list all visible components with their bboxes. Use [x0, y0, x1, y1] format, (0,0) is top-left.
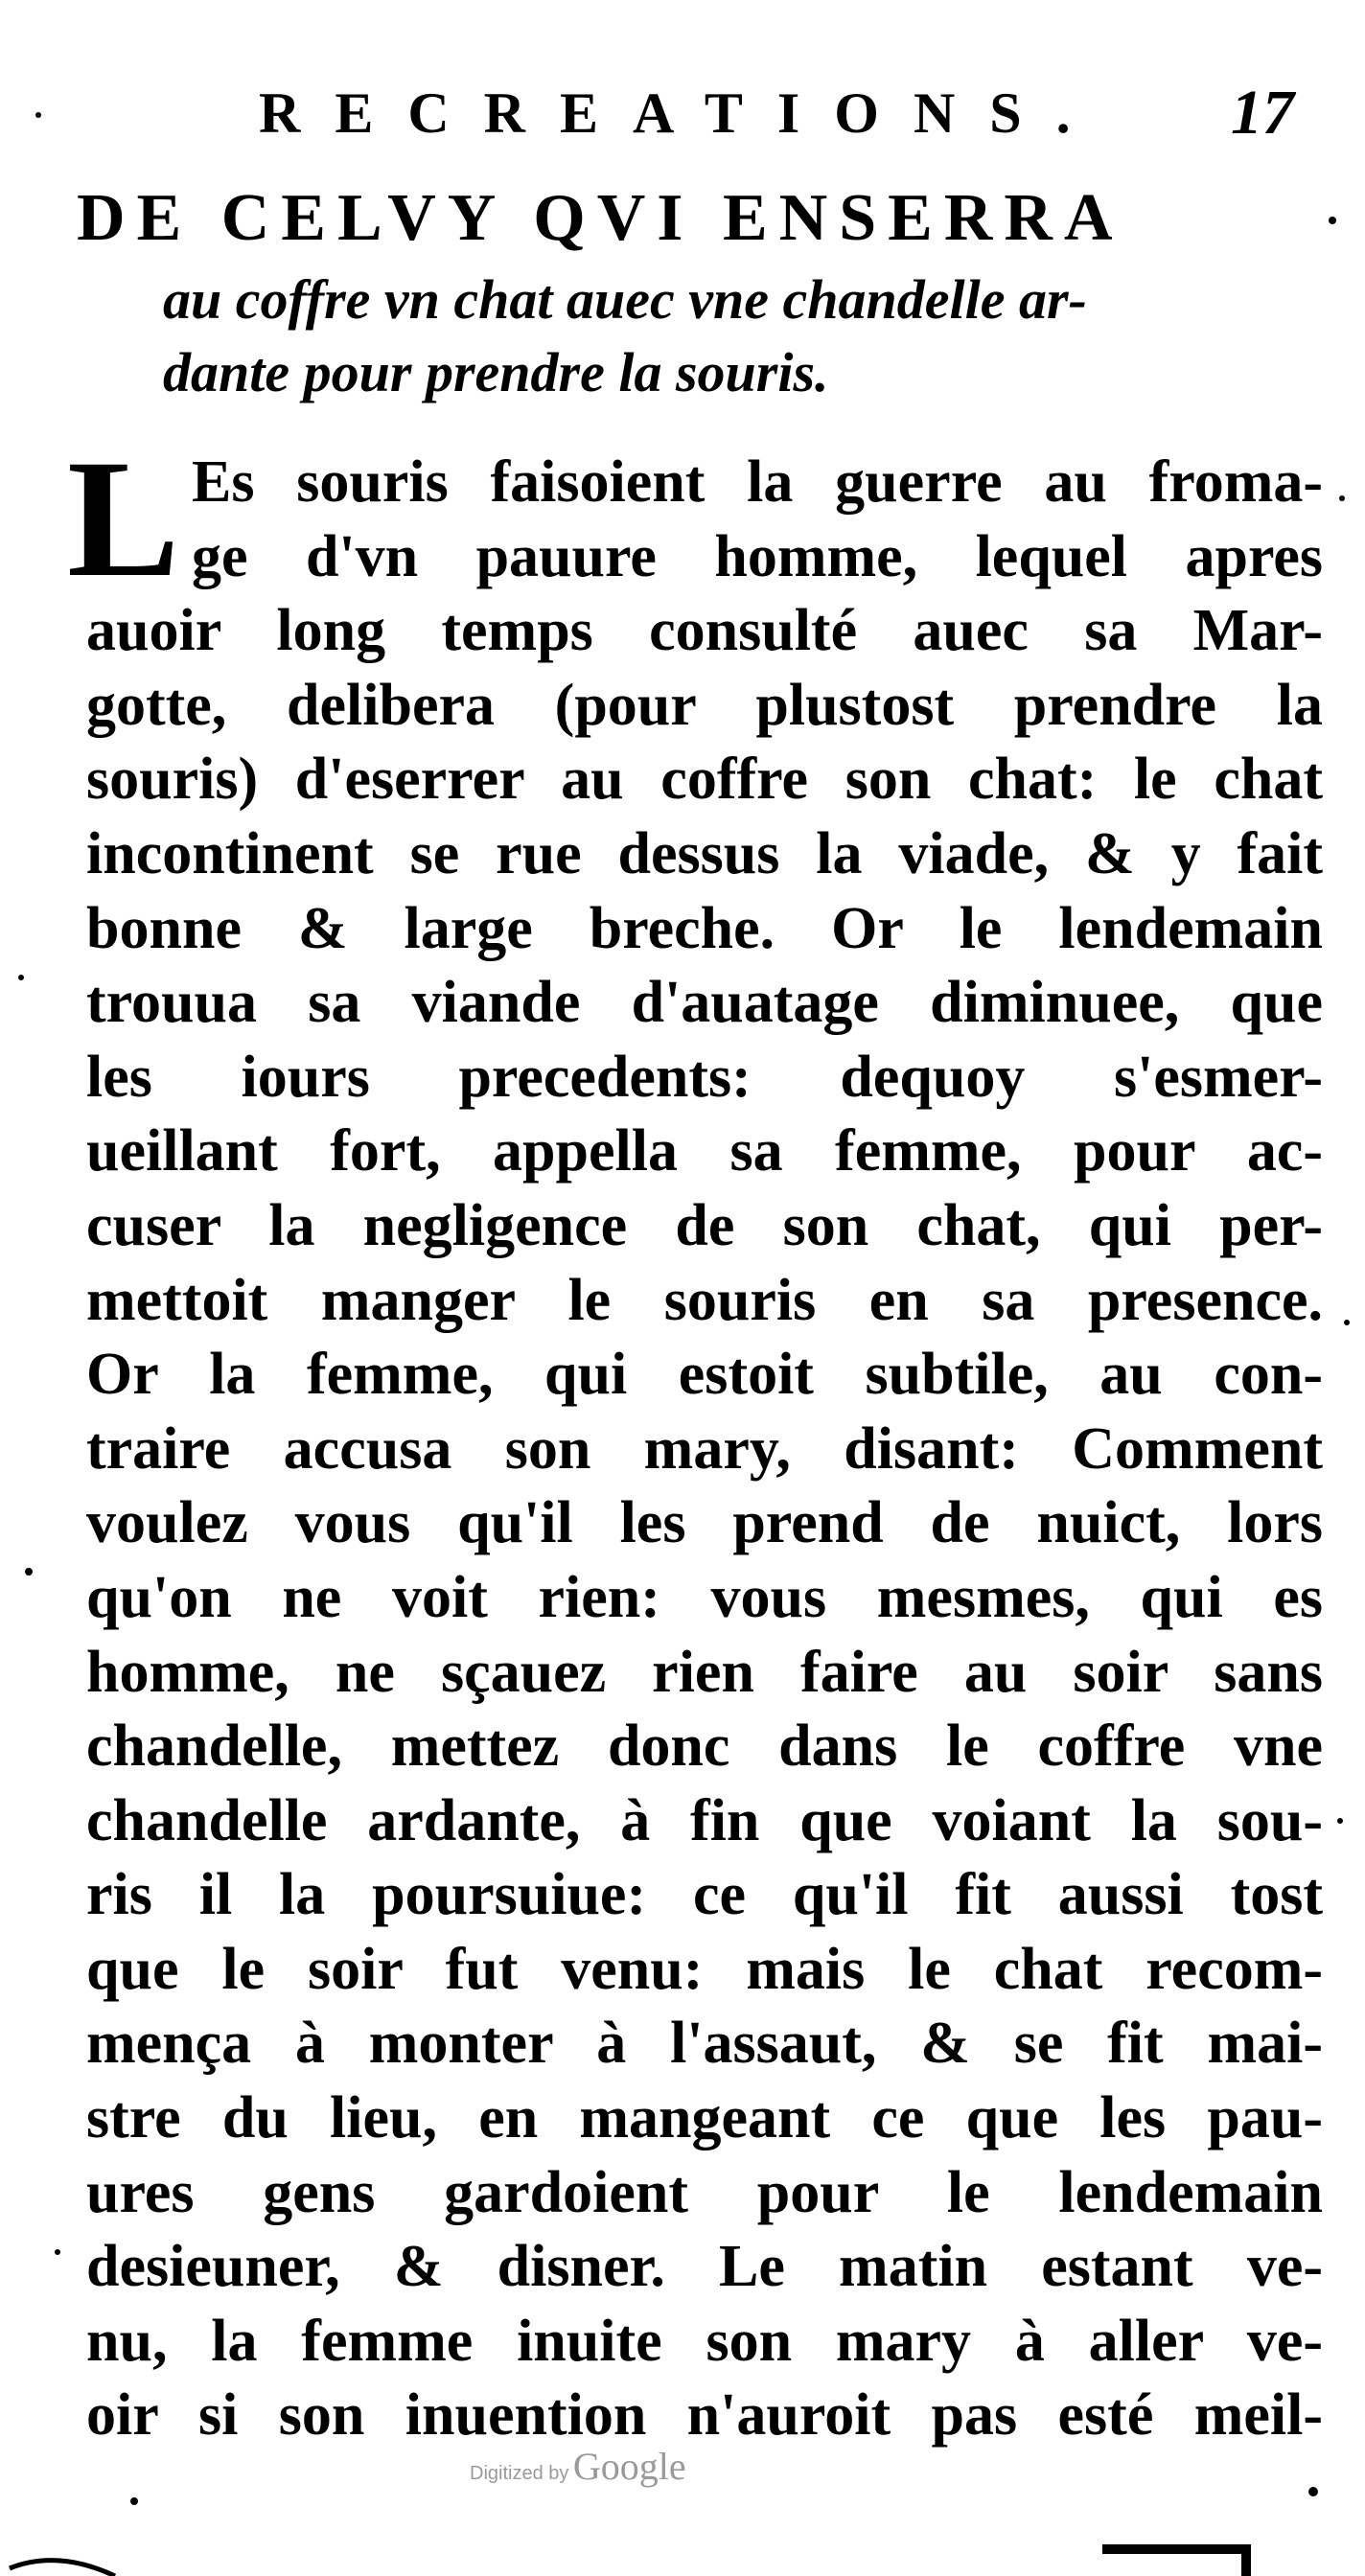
body-text	[67, 426, 1323, 2453]
chapter-title: DE CELVY QVI ENSERRA	[77, 181, 1124, 255]
text-line: mença à monter à l'assaut, & se fit mai-	[86, 2011, 1323, 2077]
digitization-watermark	[470, 2444, 686, 2489]
text-line: Es souris faisoient la guerre au froma-	[192, 449, 1323, 515]
text-line: chandelle ardante, à fin que voiant la sou-	[86, 1787, 1323, 1853]
text-line: desieuner, & disner. Le matin estant ve-	[86, 2234, 1323, 2300]
text-line: mettoit manger le souris en sa presence.	[86, 1267, 1323, 1333]
text-line: gotte, delibera (pour plustost prendre la	[86, 672, 1323, 738]
watermark-brand: Google	[572, 2445, 686, 2488]
text-line: stre du lieu, en mangeant ce que les pau-	[86, 2085, 1323, 2151]
text-line: souris) d'eserrer au coffre son chat: le chat	[86, 747, 1323, 813]
text-line: Or la femme, qui estoit subtile, au con-	[86, 1342, 1323, 1408]
text-line: homme, ne sçauez rien faire au soir sans	[86, 1639, 1323, 1705]
text-line: les iours precedents: dequoy s'esmer-	[86, 1044, 1323, 1110]
text-line: incontinent se rue dessus la viade, & y fait	[86, 820, 1323, 886]
page-number: 17	[1231, 78, 1294, 148]
watermark-prefix: Digitized by	[470, 2463, 569, 2484]
text-line: qu'on ne voit rien: vous mesmes, qui es	[86, 1564, 1323, 1630]
text-line: oir si son inuention n'auroit pas esté meil-	[86, 2382, 1323, 2449]
text-line: ris il la poursuiue: ce qu'il fit aussi tost	[86, 1862, 1323, 1928]
text-line: auoir long temps consulté auec sa Mar-	[86, 598, 1323, 664]
text-line: voulez vous qu'il les prend de nuict, lors	[86, 1490, 1323, 1556]
text-line: chandelle, mettez donc dans le coffre vne	[86, 1714, 1323, 1780]
subtitle-line: dante pour prendre la souris.	[163, 341, 829, 403]
text-line: cuser la negligence de son chat, qui per-	[86, 1192, 1323, 1258]
text-line: bonne & large breche. Or le lendemain	[86, 895, 1323, 961]
running-title: RECREATIONS.	[259, 81, 1105, 145]
text-line: ge d'vn pauure homme, lequel apres	[192, 523, 1323, 589]
drop-cap: L	[67, 426, 180, 612]
text-line: ueillant fort, appella sa femme, pour ac-	[86, 1118, 1323, 1184]
running-head	[259, 75, 1294, 151]
subtitle-line: au coffre vn chat auec vne chandelle ar-	[163, 268, 1087, 331]
text-line: trouua sa viande d'auatage diminuee, que	[86, 970, 1323, 1036]
text-line: traire accusa son mary, disant: Comment	[86, 1415, 1323, 1482]
chapter-subtitle	[163, 264, 1294, 409]
text-line: nu, la femme inuite son mary à aller ve-	[86, 2308, 1323, 2374]
text-line: ures gens gardoient pour le lendemain	[86, 2159, 1323, 2225]
text-line: que le soir fut venu: mais le chat recom-	[86, 1936, 1323, 2002]
